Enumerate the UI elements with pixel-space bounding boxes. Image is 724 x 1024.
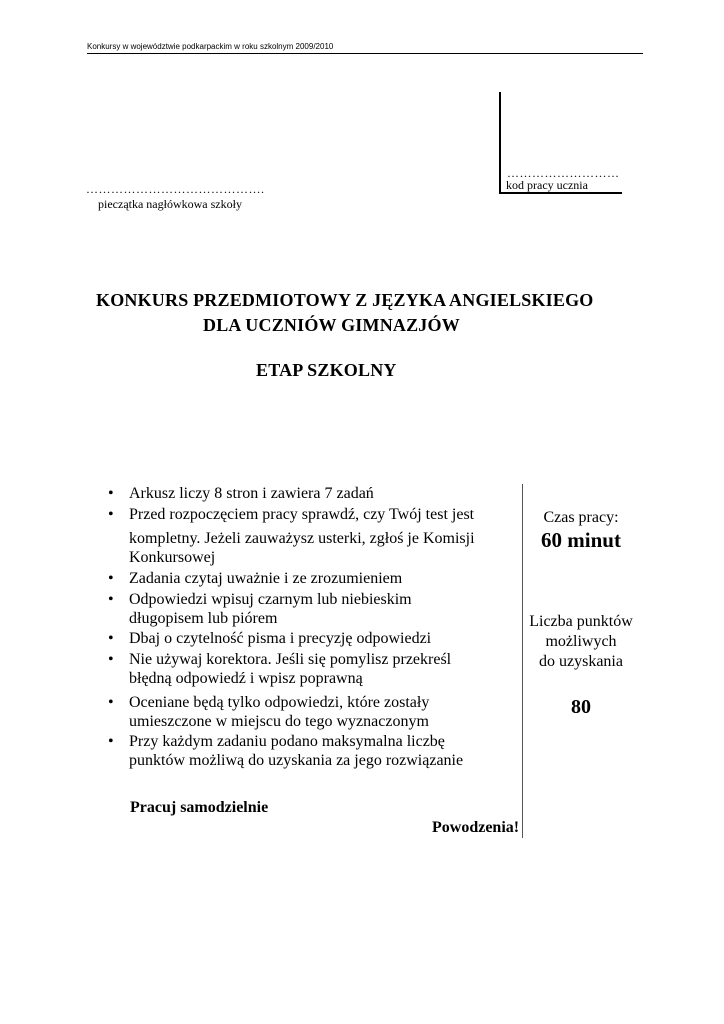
bullet-icon: • bbox=[108, 506, 114, 523]
title-line-1: KONKURS PRZEDMIOTOWY Z JĘZYKA ANGIELSKIEGO bbox=[96, 290, 594, 310]
rule-text: Oceniane będą tylko odpowiedzi, które zostały bbox=[129, 694, 430, 711]
bullet-icon: • bbox=[108, 485, 114, 502]
rule-text: Przed rozpoczęciem pracy sprawdź, czy Twój test jest bbox=[129, 506, 475, 523]
rule-text: Konkursowej bbox=[129, 549, 216, 566]
time-value: 60 minut bbox=[541, 528, 621, 552]
list-item bbox=[100, 484, 520, 503]
points-label-3: do uzyskania bbox=[539, 653, 623, 670]
code-box-border-left bbox=[499, 92, 501, 194]
rule-text: umieszczone w miejscu do tego wyznaczonym bbox=[129, 713, 429, 730]
list-item bbox=[100, 732, 520, 770]
rule-text: Dbaj o czytelność pisma i precyzję odpowiedzi bbox=[129, 630, 432, 647]
rule-text: punktów możliwą do uzyskania za jego rozwiązanie bbox=[129, 752, 464, 769]
bullet-icon: • bbox=[108, 630, 114, 647]
points-value: 80 bbox=[571, 696, 591, 718]
points-label-1: Liczba punktów bbox=[529, 613, 633, 630]
list-item bbox=[100, 650, 520, 688]
list-item bbox=[100, 629, 520, 648]
bullet-icon: • bbox=[108, 570, 114, 587]
list-item bbox=[100, 569, 520, 588]
list-item bbox=[100, 693, 520, 731]
points-label-2: możliwych bbox=[545, 633, 617, 650]
stamp-dots: ……………………………………. bbox=[86, 182, 265, 196]
bullet-icon: • bbox=[108, 591, 114, 608]
rule-text: kompletny. Jeżeli zauważysz usterki, zgłoś je Komisji bbox=[129, 530, 475, 547]
rule-text: błędną odpowiedź i wpisz poprawną bbox=[129, 670, 363, 687]
rule-text: Zadania czytaj uważnie i ze zrozumieniem bbox=[129, 570, 403, 587]
work-alone-note: Pracuj samodzielnie bbox=[130, 799, 269, 816]
good-luck-note: Powodzenia! bbox=[432, 819, 520, 836]
code-label: kod pracy ucznia bbox=[506, 178, 588, 192]
time-label: Czas pracy: bbox=[543, 509, 619, 526]
rule-text: długopisem lub piórem bbox=[129, 610, 278, 627]
bullet-icon: • bbox=[108, 651, 114, 668]
bullet-icon: • bbox=[108, 694, 114, 711]
list-item bbox=[100, 590, 520, 628]
bullet-icon: • bbox=[108, 733, 114, 750]
rule-text: Odpowiedzi wpisuj czarnym lub niebieskim bbox=[129, 591, 412, 608]
rule-text: Arkusz liczy 8 stron i zawiera 7 zadań bbox=[129, 485, 374, 502]
stage-title: ETAP SZKOLNY bbox=[256, 360, 397, 380]
running-header: Konkursy w województwie podkarpackim w roku szkolnym 2009/2010 bbox=[87, 42, 643, 54]
rule-text: Przy każdym zadaniu podano maksymalna liczbę bbox=[129, 733, 445, 750]
list-item bbox=[100, 505, 520, 567]
stamp-label: pieczątka nagłówkowa szkoły bbox=[98, 197, 242, 211]
title-line-2: DLA UCZNIÓW GIMNAZJÓW bbox=[203, 315, 460, 335]
rule-text: Nie używaj korektora. Jeśli się pomylisz przekreśl bbox=[129, 651, 452, 668]
code-dots: ……………………… bbox=[507, 166, 620, 180]
rules-list bbox=[100, 484, 520, 770]
